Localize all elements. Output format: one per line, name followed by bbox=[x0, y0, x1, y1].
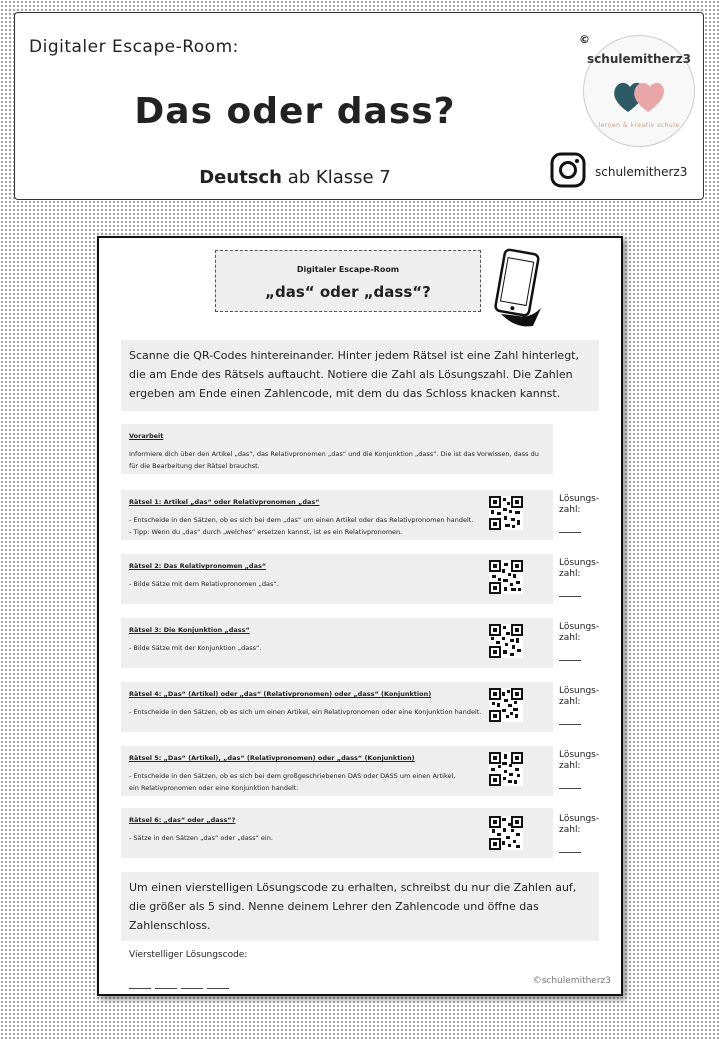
logo-tagline: lernen & kreativ schule bbox=[598, 122, 680, 129]
qr-code-icon[interactable] bbox=[489, 816, 523, 850]
riddle-line: - Entscheide in den Sätzen, ob es sich um einen Artikel, ein Relativpronomen oder eine Konjunktion handelt. bbox=[129, 708, 482, 716]
answer-field-5[interactable] bbox=[559, 750, 609, 789]
riddle-heading: Rätsel 5: „Das“ (Artikel), „das“ (Relativpronomen) oder „dass“ (Konjunktion) bbox=[129, 754, 415, 762]
copyright-mark: © bbox=[579, 33, 590, 46]
riddle-line: - Tipp: Wenn du „das“ durch „welches“ ersetzen kannst, ist es ein Relativpronomen. bbox=[129, 528, 403, 536]
answer-line[interactable] bbox=[559, 724, 581, 725]
page-title: Das oder dass? bbox=[134, 91, 456, 132]
answer-label: zahl: bbox=[559, 569, 581, 579]
riddle-line: - Bilde Sätze mit dem Relativpronomen „das“. bbox=[129, 580, 279, 588]
answer-field-3[interactable] bbox=[559, 622, 609, 661]
answer-label: zahl: bbox=[559, 505, 581, 515]
answer-label: Lösungs- bbox=[559, 686, 600, 696]
answer-line[interactable] bbox=[559, 596, 581, 597]
answer-field-4[interactable] bbox=[559, 686, 609, 725]
riddle-heading: Rätsel 4: „Das“ (Artikel) oder „das“ (Relativpronomen) oder „dass“ (Konjunktion) bbox=[129, 690, 432, 698]
answer-line[interactable] bbox=[559, 660, 581, 661]
logo-name: schulemitherz3 bbox=[587, 52, 691, 66]
instagram-handle[interactable]: schulemitherz3 bbox=[595, 165, 688, 179]
riddle-line: - Bilde Sätze mit der Konjunktion „dass“. bbox=[129, 644, 262, 652]
prep-text: Informiere dich über den Artikel „das“, das Relativpronomen „das“ und die Konjunktion „dass“. Die ist das Vorwissen, dass du für die Bearbeitung der Rätsel brauchst. bbox=[129, 450, 539, 470]
answer-label: Lösungs- bbox=[559, 558, 600, 568]
riddle-heading: Rätsel 6: „das“ oder „dass“? bbox=[129, 816, 236, 824]
riddle-heading: Rätsel 2: Das Relativpronomen „das“ bbox=[129, 562, 267, 570]
header-kicker: Digitaler Escape-Room: bbox=[29, 37, 239, 57]
hearts-icon bbox=[610, 76, 670, 116]
header-card bbox=[14, 12, 704, 200]
answer-label: zahl: bbox=[559, 825, 581, 835]
brand-logo bbox=[583, 35, 695, 147]
answer-label: zahl: bbox=[559, 633, 581, 643]
worksheet-title: „das“ oder „dass“? bbox=[265, 283, 431, 301]
answer-field-6[interactable] bbox=[559, 814, 609, 853]
riddle-heading: Rätsel 3: Die Konjunktion „dass“ bbox=[129, 626, 250, 634]
header-subtitle bbox=[15, 167, 575, 188]
answer-line[interactable] bbox=[559, 852, 581, 853]
riddle-line: ein Relativpronomen oder eine Konjunktion handelt. bbox=[129, 784, 299, 792]
qr-code-icon[interactable] bbox=[489, 752, 523, 786]
qr-code-icon[interactable] bbox=[489, 688, 523, 722]
credit-text: ©schulemitherz3 bbox=[532, 976, 611, 986]
answer-label: Lösungs- bbox=[559, 622, 600, 632]
answer-field-2[interactable] bbox=[559, 558, 609, 597]
outro-text: Um einen vierstelligen Lösungscode zu erhalten, schreibst du nur die Zahlen auf, die größer als 5 sind. Nenne deinem Lehrer den Zahlencode und öffne das Zahlenschloss. bbox=[121, 872, 599, 941]
subtitle-grade: ab Klasse 7 bbox=[282, 167, 391, 188]
smartphone-icon bbox=[489, 248, 549, 332]
riddle-line: - Entscheide in den Sätzen, ob es sich bei dem „das“ um einen Artikel oder das Relativpronomen handelt. bbox=[129, 516, 474, 524]
qr-code-icon[interactable] bbox=[489, 496, 523, 530]
answer-label: zahl: bbox=[559, 697, 581, 707]
code-digit-line[interactable] bbox=[181, 988, 203, 989]
code-digit-line[interactable] bbox=[207, 988, 229, 989]
code-digit-line[interactable] bbox=[155, 988, 177, 989]
solution-code-label: Vierstelliger Lösungscode: bbox=[129, 950, 248, 960]
worksheet-preview bbox=[97, 236, 623, 996]
riddle-line: - Entscheide in den Sätzen, ob es sich bei dem großgeschriebenen DAS oder DASS um einen Artikel, bbox=[129, 772, 456, 780]
answer-label: Lösungs- bbox=[559, 494, 600, 504]
riddle-line: - Sätze in den Sätzen „das“ oder „dass“ ein. bbox=[129, 834, 273, 842]
subtitle-subject: Deutsch bbox=[199, 167, 283, 188]
answer-field-1[interactable] bbox=[559, 494, 609, 533]
intro-text: Scanne die QR-Codes hintereinander. Hinter jedem Rätsel ist eine Zahl hinterlegt, die am Ende des Rätsels auftaucht. Notiere die Zahl als Lösungszahl. Die Zahlen ergeben am Ende einen Zahlencode, mit dem du das Schloss knacken kannst. bbox=[121, 340, 599, 411]
qr-code-icon[interactable] bbox=[489, 560, 523, 594]
solution-code-lines[interactable] bbox=[129, 974, 233, 993]
instagram-icon[interactable] bbox=[549, 151, 587, 189]
prep-box bbox=[121, 424, 553, 474]
answer-label: Lösungs- bbox=[559, 750, 600, 760]
worksheet-kicker: Digitaler Escape-Room bbox=[296, 265, 400, 274]
prep-heading: Vorarbeit bbox=[129, 432, 164, 440]
answer-label: Lösungs- bbox=[559, 814, 600, 824]
worksheet-title-box bbox=[215, 250, 481, 312]
answer-line[interactable] bbox=[559, 532, 581, 533]
answer-line[interactable] bbox=[559, 788, 581, 789]
qr-code-icon[interactable] bbox=[489, 624, 523, 658]
answer-label: zahl: bbox=[559, 761, 581, 771]
riddle-heading: Rätsel 1: Artikel „das“ oder Relativpronomen „das“ bbox=[129, 498, 320, 506]
code-digit-line[interactable] bbox=[129, 988, 151, 989]
